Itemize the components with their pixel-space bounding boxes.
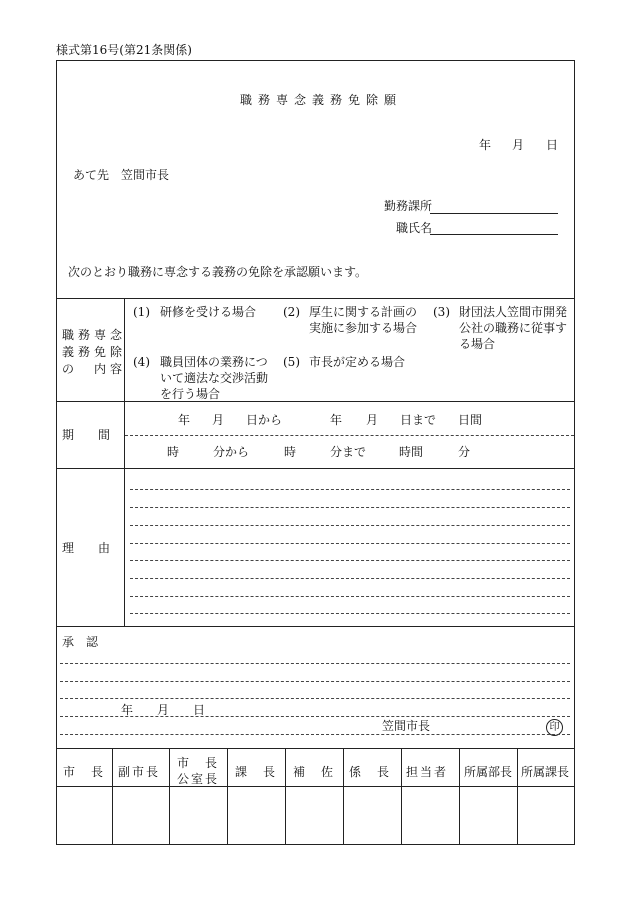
- reason-line[interactable]: [130, 489, 570, 490]
- item-3-text-line1: 財団法人笠間市開発: [459, 305, 568, 319]
- item-3-text-line3: る場合: [459, 337, 496, 351]
- divider: [56, 298, 575, 299]
- date-month: 月: [512, 138, 525, 152]
- reason-line[interactable]: [130, 596, 570, 597]
- divider: [56, 748, 575, 749]
- signoff-col-divider: [169, 748, 170, 844]
- item-5-num: (5): [283, 355, 300, 369]
- reason-line[interactable]: [130, 507, 570, 508]
- period-end-minute: 分まで: [330, 445, 367, 459]
- period-start-day: 日から: [246, 413, 283, 427]
- signoff-col-divider: [459, 748, 460, 844]
- item-2-num: (2): [283, 305, 300, 319]
- item-4-text-line2: いて適法な交渉活動: [160, 371, 269, 385]
- approval-line[interactable]: [60, 698, 570, 699]
- addressee: あて先 笠間市長: [73, 168, 170, 182]
- approval-label: 承 認: [62, 635, 99, 649]
- name-label: 職氏名: [396, 221, 433, 235]
- signoff-col-divider: [227, 748, 228, 844]
- form-number: 様式第16号(第21条関係): [56, 43, 192, 57]
- signoff-col-divider: [343, 748, 344, 844]
- workplace-field[interactable]: [430, 213, 558, 214]
- signoff-header-mayor-office-line1: 市 長: [177, 756, 220, 770]
- item-1-text: 研修を受ける場合: [160, 305, 257, 319]
- period-start-hour: 時: [167, 445, 180, 459]
- reason-line[interactable]: [130, 543, 570, 544]
- signoff-header-section-head: 所属課長: [521, 765, 570, 779]
- signoff-header-deputy-mayor: 副市長: [118, 765, 161, 779]
- date-day: 日: [546, 138, 559, 152]
- item-3-text-line2: 公社の職務に従事す: [459, 321, 568, 335]
- reason-line[interactable]: [130, 560, 570, 561]
- item-2-text-line2: 実施に参加する場合: [309, 321, 418, 335]
- date-year: 年: [479, 138, 492, 152]
- signoff-header-section-chief: 課 長: [235, 765, 278, 779]
- period-start-month: 月: [212, 413, 225, 427]
- signoff-header-dept-head: 所属部長: [464, 765, 513, 779]
- reason-line[interactable]: [130, 525, 570, 526]
- seal-mark: 印: [546, 719, 563, 736]
- reason-line[interactable]: [130, 613, 570, 614]
- period-divider: [125, 435, 574, 436]
- signoff-col-divider: [401, 748, 402, 844]
- item-4-num: (4): [133, 355, 150, 369]
- content-label-line3: の 内容: [62, 362, 127, 376]
- reason-line[interactable]: [130, 578, 570, 579]
- signoff-header-mayor-office-line2: 公室長: [177, 772, 220, 786]
- signoff-col-divider: [517, 748, 518, 844]
- reason-label: 理 由: [62, 541, 111, 555]
- period-days: 日間: [458, 413, 483, 427]
- approval-mayor: 笠間市長: [382, 719, 431, 733]
- signoff-header-assistant: 補 佐: [293, 765, 336, 779]
- period-end-day: 日まで: [400, 413, 437, 427]
- period-hours: 時間: [399, 445, 424, 459]
- signoff-header-unit-chief: 係 長: [349, 765, 392, 779]
- period-start-minute: 分から: [213, 445, 250, 459]
- period-end-hour: 時: [284, 445, 297, 459]
- period-label: 期 間: [62, 428, 111, 442]
- approval-month: 月: [157, 703, 170, 717]
- period-minutes: 分: [458, 445, 471, 459]
- approval-year: 年: [121, 703, 134, 717]
- approval-line[interactable]: [60, 734, 570, 735]
- name-field[interactable]: [430, 234, 558, 235]
- signoff-col-divider: [112, 748, 113, 844]
- approval-line[interactable]: [60, 681, 570, 682]
- item-5-text: 市長が定める場合: [309, 355, 406, 369]
- signoff-header-staff: 担当者: [406, 765, 449, 779]
- item-1-num: (1): [133, 305, 150, 319]
- approval-line[interactable]: [60, 663, 570, 664]
- period-end-month: 月: [366, 413, 379, 427]
- divider: [56, 401, 575, 402]
- period-start-year: 年: [178, 413, 191, 427]
- form-title: 職務専念義務免除願: [240, 93, 403, 107]
- item-4-text-line3: を行う場合: [160, 387, 221, 401]
- item-2-text-line1: 厚生に関する計画の: [309, 305, 418, 319]
- approval-day: 日: [193, 703, 206, 717]
- divider: [56, 468, 575, 469]
- period-end-year: 年: [330, 413, 343, 427]
- content-label-line1: 職務専念: [62, 328, 127, 342]
- divider: [56, 626, 575, 627]
- item-4-text-line1: 職員団体の業務につ: [160, 355, 268, 369]
- signoff-col-divider: [285, 748, 286, 844]
- workplace-label: 勤務課所: [384, 199, 433, 213]
- divider: [56, 786, 575, 787]
- content-label-line2: 義務免除: [62, 345, 127, 359]
- request-text: 次のとおり職務に専念する義務の免除を承認願います。: [68, 265, 368, 279]
- signoff-header-mayor: 市 長: [63, 765, 106, 779]
- approval-line[interactable]: [60, 716, 570, 717]
- item-3-num: (3): [433, 305, 450, 319]
